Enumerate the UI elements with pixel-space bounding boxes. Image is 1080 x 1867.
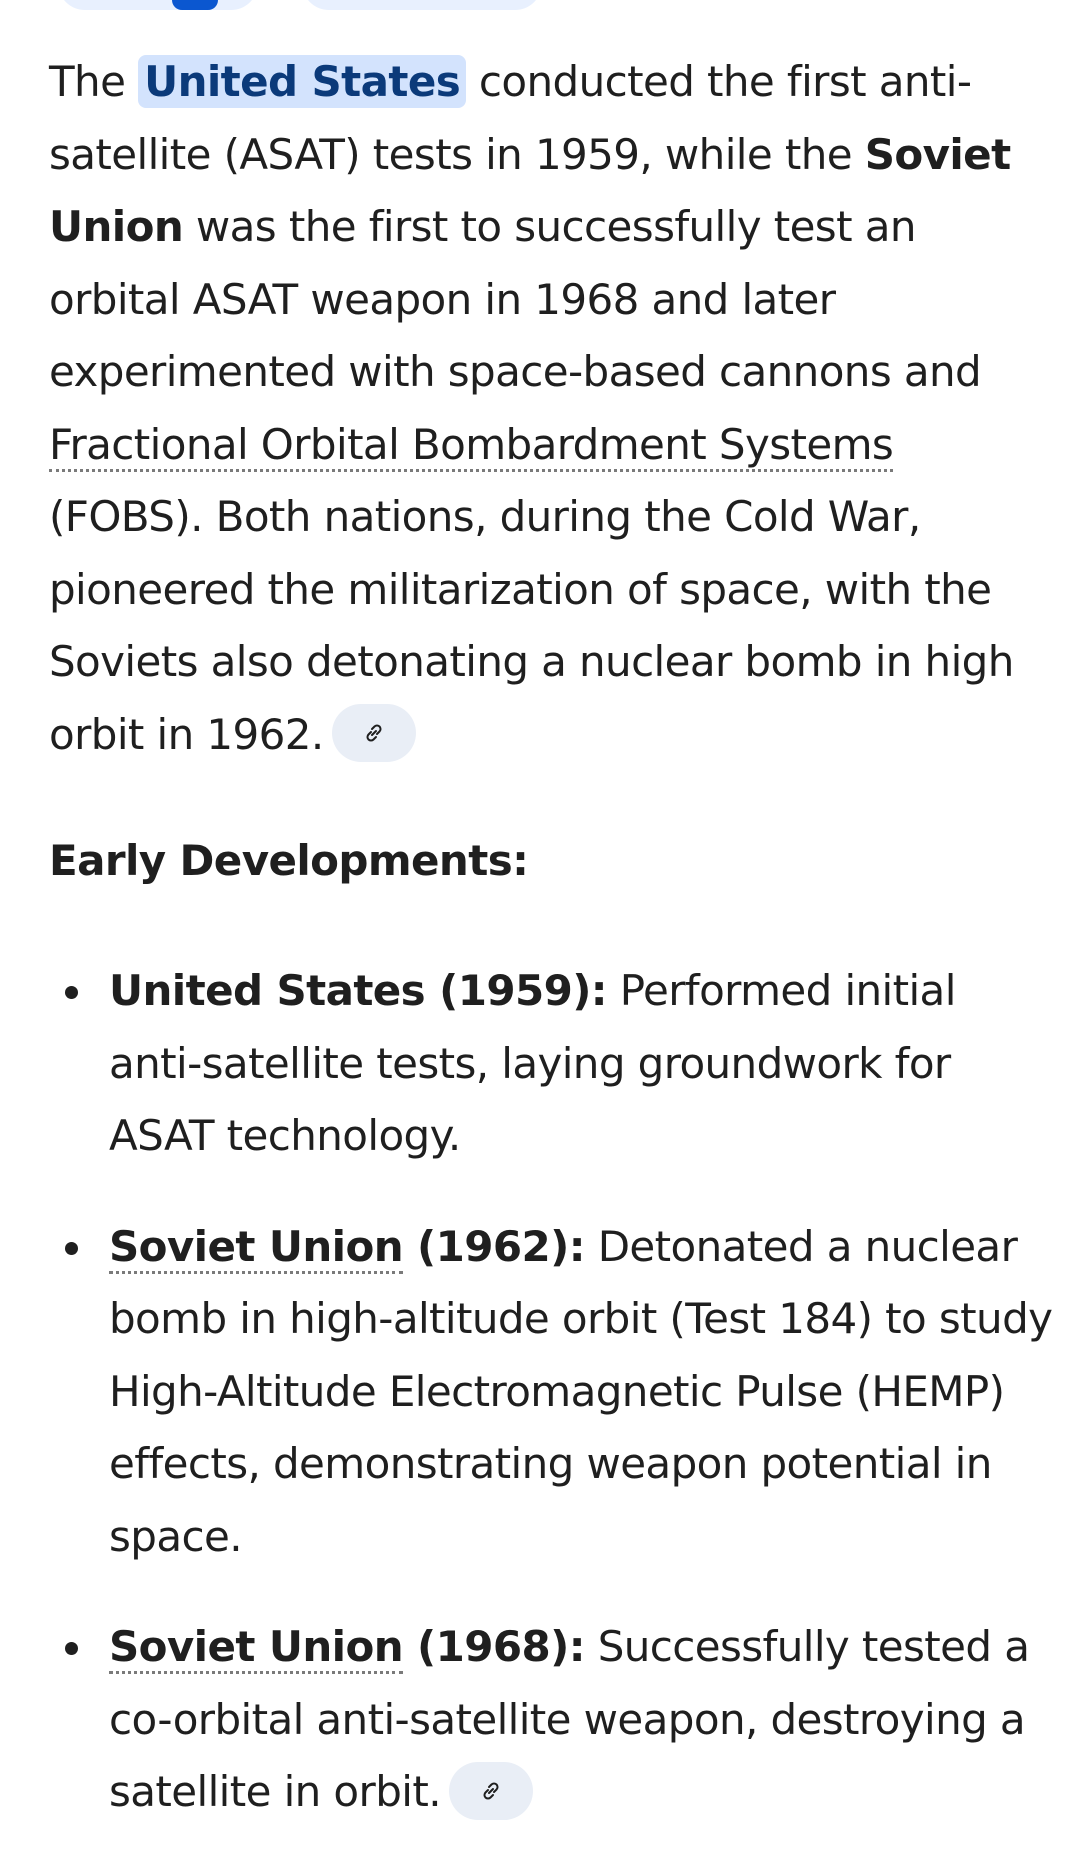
link-icon bbox=[362, 721, 386, 745]
entity-highlight-united-states[interactable]: United States bbox=[138, 55, 466, 108]
item-subject-link[interactable]: Soviet Union bbox=[109, 1622, 403, 1674]
source-chip[interactable] bbox=[302, 0, 542, 10]
source-link-button[interactable] bbox=[332, 704, 416, 762]
item-subject-link[interactable]: Soviet Union bbox=[109, 1222, 403, 1274]
intro-text: was the first to successfully test an orbital ASAT weapon in 1968 and later experimented with space-based cannons and bbox=[49, 202, 982, 396]
term-link-fobs[interactable]: Fractional Orbital Bombardment Systems bbox=[49, 420, 893, 472]
item-text: Detonated a nuclear bomb in high-altitude orbit (Test 184) to study High-Altitude Electromagnetic Pulse (HEMP) effects, demonstrating weapon potential in space. bbox=[109, 1221, 1053, 1561]
list-item bbox=[49, 1611, 1059, 1829]
intro-paragraph bbox=[49, 46, 1059, 771]
item-text: Successfully tested a co-orbital anti-satellite weapon, destroying a satellite in orbit. bbox=[109, 1622, 1030, 1816]
item-text: Performed initial anti-satellite tests, laying groundwork for ASAT technology. bbox=[109, 966, 956, 1160]
item-year: (1962): bbox=[403, 1221, 585, 1271]
intro-text: The bbox=[49, 57, 139, 106]
list-item bbox=[49, 955, 1059, 1173]
developments-list bbox=[49, 955, 1059, 1829]
intro-text: (FOBS). Both nations, during the Cold War, pioneered the militarization of space, with the Soviets also detonating a nuclear bomb in high orbit in 1962. bbox=[49, 492, 1014, 759]
list-item bbox=[49, 1211, 1059, 1574]
item-year: (1968): bbox=[403, 1622, 585, 1671]
intro-text: conducted the first anti-satellite (ASAT) tests in 1959, while the bbox=[49, 57, 972, 179]
bold-soviet-union: Soviet Union bbox=[49, 129, 1011, 251]
item-year: (1959): bbox=[425, 966, 607, 1015]
section-heading: Early Developments: bbox=[49, 836, 529, 885]
link-icon bbox=[479, 1779, 503, 1803]
item-subject: United States bbox=[109, 966, 426, 1015]
ai-answer bbox=[49, 46, 1059, 1867]
source-chip[interactable] bbox=[58, 0, 258, 10]
source-link-button[interactable] bbox=[449, 1762, 533, 1820]
chip-indicator bbox=[172, 0, 218, 10]
